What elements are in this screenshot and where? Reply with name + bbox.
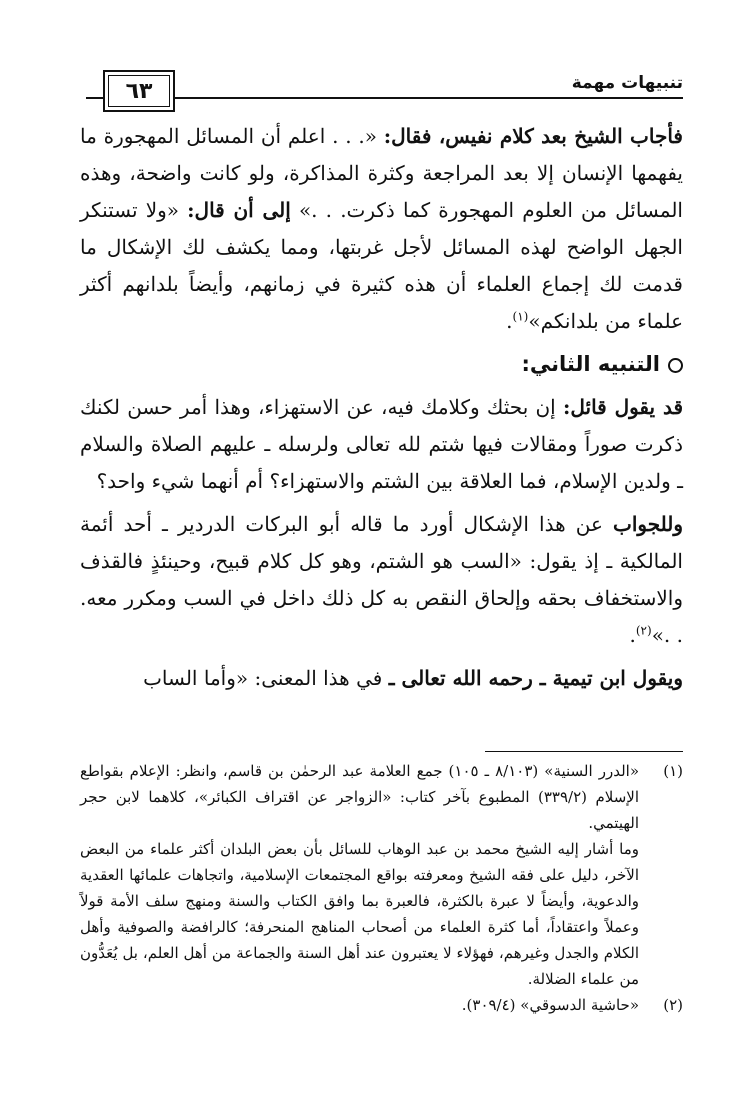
paragraph-3-end: . [629, 623, 636, 647]
main-text [80, 118, 683, 697]
paragraph-3-text: عن هذا الإشكال أورد ما قاله أبو البركات الدردير ـ أحد أئمة المالكية ـ إذ يقول: «السب هو الشتم، وهو كل كلام قبيح، وحينئذٍ فالقذف والاستخفاف بحقه وإلحاق النقص به كل ذلك داخل في السب ومكرر معه. . .» [80, 512, 683, 647]
paragraph-3-lead: وللجواب [613, 512, 683, 536]
running-header-title: تنبيهات مهمة [571, 73, 683, 93]
section-heading-text: التنبيه الثاني: [521, 352, 660, 376]
paragraph-4-text: في هذا المعنى: «وأما الساب [143, 666, 389, 690]
paragraph-1-end: . [506, 309, 513, 333]
footnote-ref-2[interactable]: (٢) [635, 623, 652, 638]
footnote-1-para-2: وما أشار إليه الشيخ محمد بن عبد الوهاب للسائل بأن بعض البلدان أكثر علماء من البعض الآخر، دليل على فقه الشيخ ومعرفته بواقع المجتمعات الإسلامية، واتجاهات علمائها العقدية والدعوية، وأيضاً لا عبرة بالكثرة، فالعبرة بما وافق الكتاب والسنة ومنهج سلف الأمة قولاً وعملاً واعتقاداً، أما كثرة العلماء من أصحاب المناهج المنحرفة؛ كالرافضة والصوفية وأهل الكلام والجدل وغيرهم، فهؤلاء لا يعتبرون عند أهل السنة والجماعة من أهل العلم، بل يُعَدُّون من علماء الضلالة. [80, 840, 639, 988]
footnote-1 [80, 758, 683, 992]
paragraph-4-lead: ويقول ابن تيمية ـ رحمه الله تعالى ـ [388, 666, 683, 690]
header-rule [86, 97, 683, 99]
paragraph-3 [80, 506, 683, 654]
paragraph-2 [80, 389, 683, 500]
paragraph-1-bold-2: إلى أن قال: [187, 198, 291, 222]
footnote-2 [80, 992, 683, 1018]
paragraph-2-text: إن بحثك وكلامك فيه، عن الاستهزاء، وهذا أمر حسن لكنك ذكرت صوراً ومقالات فيها شتم لله تعالى ولرسله ـ عليهم الصلاة والسلام ـ ولدين الإسلام، فما العلاقة بين الشتم والاستهزاء؟ أم أنهما شيء واحد؟ [80, 395, 683, 493]
footnote-2-para-1: «حاشية الدسوقي» (٣٠٩/٤). [461, 996, 639, 1014]
circle-bullet-icon [668, 358, 683, 373]
paragraph-1-text-1: «. . . اعلم أن المسائل المهجورة ما يفهمها الإنسان إلا بعد المراجعة وكثرة المذاكرة، ولو كانت واضحة، وهذه المسائل من العلوم المهجورة كما ذكرت. . .» [80, 124, 683, 222]
footnote-2-body [80, 992, 639, 1018]
paragraph-4 [80, 660, 683, 697]
footnote-ref-1[interactable]: (١) [512, 309, 529, 324]
footnote-separator [485, 751, 683, 752]
page-number: ٦٣ [125, 78, 153, 104]
paragraph-1-text-2: «ولا تستنكر الجهل الواضح لهذه المسائل لأجل غربتها، ومما يكشف لك الإشكال ما قدمت لك إجماع العلماء أن هذه كثيرة في زمانهم، وأيضاً بلدانهم أكثر علماء من بلدانكم» [80, 198, 683, 333]
page-number-box [103, 70, 175, 112]
footnote-1-number: (١) [663, 762, 683, 780]
footnotes [80, 758, 683, 1018]
footnote-1-para-1: «الدرر السنية» (٨/١٠٣ ـ ١٠٥) جمع العلامة عبد الرحمٰن بن قاسم، وانظر: الإعلام بقواطع الإسلام (٣٣٩/٢) المطبوع بآخر كتاب: «الزواجر عن اقتراف الكبائر»، كلاهما لابن حجر الهيتمي. [80, 762, 639, 832]
section-heading [80, 346, 683, 383]
paragraph-1-lead: فأجاب الشيخ بعد كلام نفيس، فقال: [383, 124, 683, 148]
paragraph-1 [80, 118, 683, 340]
footnote-1-body [80, 758, 639, 992]
paragraph-2-lead: قد يقول قائل: [562, 395, 684, 419]
footnote-2-number: (٢) [663, 996, 683, 1014]
